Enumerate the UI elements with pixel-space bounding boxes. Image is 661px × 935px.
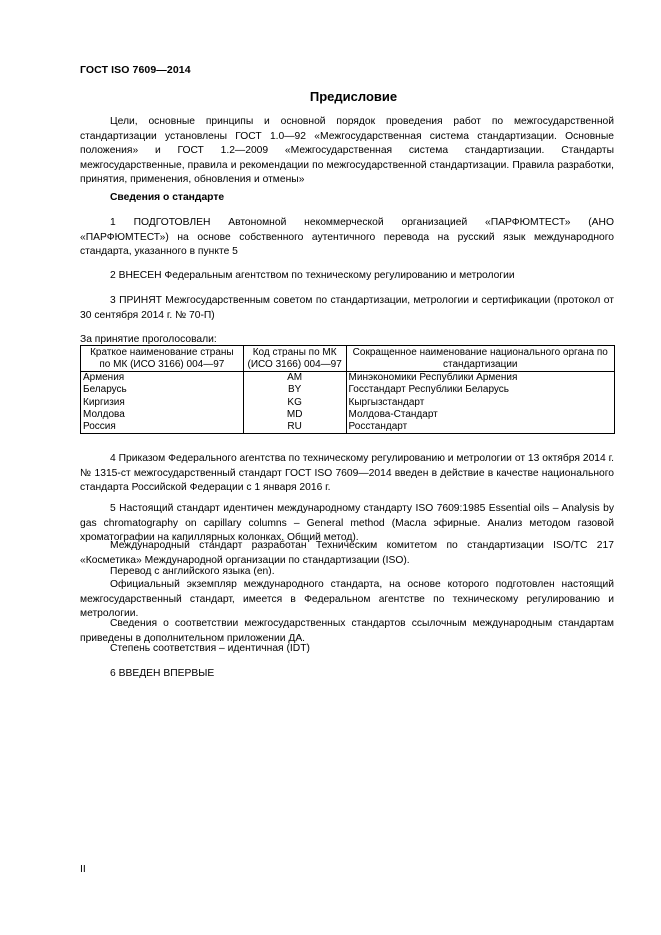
body-cell: Минэкономики Республики Армения	[346, 372, 614, 385]
table-row	[81, 421, 615, 434]
country-cell: Россия	[81, 421, 244, 434]
item-1-prepared: 1 ПОДГОТОВЛЕН Автономной некоммерческой организацией «ПАРФЮМТЕСТ» (АНО «ПАРФЮМТЕСТ») на основе собственного аутентичного перевода на русский язык международного стандарта, указанного в пункте 5	[80, 217, 614, 258]
section-subheading: Сведения о стандарте	[110, 192, 225, 203]
table-row	[81, 384, 615, 396]
table-row	[81, 397, 615, 409]
country-cell: Молдова	[81, 409, 244, 421]
item-3-adopted: 3 ПРИНЯТ Межгосударственным советом по стандартизации, метрологии и сертификации (протокол от 30 сентября 2014 г. № 70-П)	[80, 295, 614, 321]
table-row	[81, 409, 615, 421]
item-5-developer: Международный стандарт разработан Техническим комитетом по стандартизации ISO/TC 217 «Косметика» Международной организации по стандартизации (ISO).	[80, 540, 614, 566]
countries-table	[80, 345, 615, 434]
country-cell: Армения	[81, 372, 244, 385]
column-header-country: Краткое наименование страны по МК (ИСО 3166) 004—97	[81, 346, 244, 372]
item-5-degree: Степень соответствия – идентичная (IDT)	[110, 643, 310, 654]
page-number: II	[80, 863, 86, 875]
code-cell: MD	[243, 409, 346, 421]
item-4-order: 4 Приказом Федерального агентства по техническому регулированию и метрологии от 13 октября 2014 г. № 1315-ст межгосударственный стандарт ГОСТ ISO 7609—2014 введен в действие в качестве национального стандарта Российской Федерации с 1 января 2016 г.	[80, 453, 614, 494]
code-cell: AM	[243, 372, 346, 385]
country-cell: Киргизия	[81, 397, 244, 409]
code-cell: KG	[243, 397, 346, 409]
body-cell: Росстандарт	[346, 421, 614, 434]
item-5-conformity-info: Сведения о соответствии межгосударственных стандартов ссылочным международным стандартам приведены в дополнительном приложении ДА.	[80, 618, 614, 644]
body-cell: Госстандарт Республики Беларусь	[346, 384, 614, 396]
page-title: Предисловие	[309, 89, 398, 104]
country-cell: Беларусь	[81, 384, 244, 396]
body-cell: Молдова-Стандарт	[346, 409, 614, 421]
item-2-submitted: 2 ВНЕСЕН Федеральным агентством по техническому регулированию и метрологии	[110, 270, 515, 281]
column-header-body: Сокращенное наименование национального органа по стандартизации	[346, 346, 614, 372]
table-header-row	[81, 346, 615, 372]
code-cell: RU	[243, 421, 346, 434]
item-6-introduced: 6 ВВЕДЕН ВПЕРВЫЕ	[110, 668, 215, 679]
item-5-translation: Перевод с английского языка (en).	[110, 566, 275, 577]
item-5-official-copy: Официальный экземпляр международного стандарта, на основе которого подготовлен настоящий межгосударственный стандарт, имеется в Федеральном агентстве по техническому регулированию и метрологии.	[80, 579, 614, 620]
code-cell: BY	[243, 384, 346, 396]
vote-label: За принятие проголосовали:	[80, 334, 217, 345]
item-5-identical: 5 Настоящий стандарт идентичен международному стандарту ISO 7609:1985 Essential oils – Analysis by gas chromatography on capillary columns – General method (Масла эфирные. Анализ методом газовой хроматографии на капиллярных колонках. Общий метод).	[80, 503, 614, 544]
document-code-header: ГОСТ ISO 7609—2014	[80, 64, 191, 76]
column-header-code: Код страны по МК (ИСО 3166) 004—97	[243, 346, 346, 372]
table-row	[81, 372, 615, 385]
body-cell: Кыргызстандарт	[346, 397, 614, 409]
intro-paragraph: Цели, основные принципы и основной порядок проведения работ по межгосударственной стандартизации установлены ГОСТ 1.0—92 «Межгосударственная система стандартизации. Основные положения» и ГОСТ 1.2—2009 «Межгосударственная система стандартизации. Стандарты межгосударственные, правила и рекомендации по межгосударственной стандартизации. Правила разработки, принятия, применения, обновления и отмены»	[80, 116, 614, 186]
